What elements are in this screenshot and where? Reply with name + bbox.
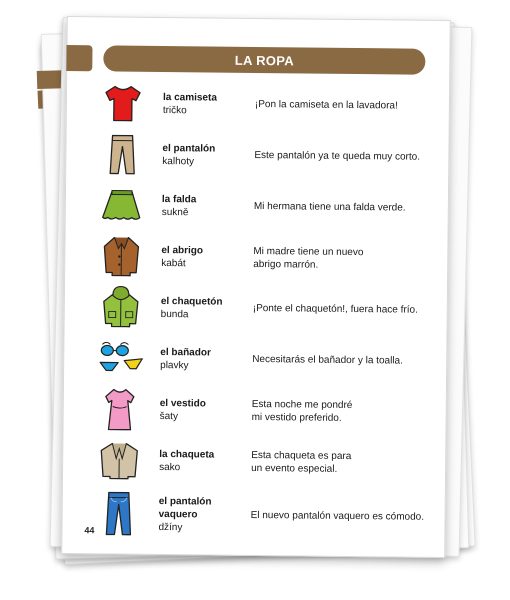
example-sentence (248, 397, 434, 425)
list-item (92, 485, 433, 545)
list-item (95, 230, 436, 285)
dress-icon (93, 385, 145, 434)
spanish-term: el abrigo (161, 244, 204, 256)
sentence-line: abrigo marrón. (253, 258, 319, 271)
list-item (94, 332, 435, 387)
spanish-term: el pantalón (162, 142, 216, 155)
example-sentence (249, 302, 435, 317)
blazer-icon (93, 436, 145, 485)
czech-translation: sukně (161, 206, 189, 218)
sentence-line: Este pantalón ya te queda muy corto. (254, 149, 421, 163)
czech-translation: tričko (162, 104, 187, 116)
sentence-line: El nuevo pantalón vaquero es cómodo. (250, 509, 425, 523)
list-item (96, 179, 437, 234)
sentence-line: mi vestido preferido. (251, 411, 342, 424)
spanish-term: la camiseta (162, 91, 217, 104)
spanish-term: la chaqueta (159, 448, 215, 461)
example-sentence (250, 200, 436, 215)
hooded-jacket-icon (95, 283, 147, 332)
vocabulary-list (92, 77, 437, 545)
sentence-line: Necesitarás el bañador y la toalla. (252, 353, 403, 367)
sentence-line: un evento especial. (251, 462, 338, 475)
czech-translation: džíny (158, 521, 183, 533)
sentence-line: Esta chaqueta es para (251, 449, 352, 462)
page-title: LA ROPA (103, 45, 425, 74)
sentence-line: ¡Ponte el chaquetón!, fuera hace frío. (252, 302, 418, 316)
jeans-icon (92, 489, 144, 538)
example-sentence (247, 508, 433, 523)
czech-translation: kalhoty (162, 155, 195, 167)
example-sentence (249, 244, 435, 272)
example-sentence (251, 98, 437, 113)
swimsuit-icon (94, 334, 146, 383)
sentence-line: ¡Pon la camiseta en la lavadora! (254, 98, 398, 112)
list-item (95, 281, 436, 336)
list-item (97, 77, 438, 132)
sentence-line: Mi hermana tiene una falda verde. (253, 200, 406, 214)
trousers-icon (96, 130, 148, 179)
tshirt-icon (97, 79, 149, 128)
czech-translation: bunda (160, 308, 189, 320)
page-number: 44 (84, 525, 95, 536)
czech-translation: šaty (159, 410, 179, 422)
example-sentence (247, 448, 433, 476)
spanish-term: el chaquetón (160, 295, 223, 308)
spanish-term: el vestido (159, 397, 206, 409)
coat-icon (95, 232, 147, 281)
spanish-term: el bañador (160, 346, 211, 359)
sentence-line: Esta noche me pondré (251, 398, 353, 411)
skirt-icon (96, 181, 148, 230)
page-tab (66, 45, 92, 71)
vocabulary-page (61, 16, 451, 558)
czech-translation: plavky (160, 359, 189, 371)
example-sentence (248, 353, 434, 368)
spanish-term: el pantalón vaquero (158, 495, 212, 520)
example-sentence (250, 149, 436, 164)
spanish-term: la falda (161, 193, 197, 205)
czech-translation: kabát (161, 257, 186, 269)
list-item (93, 434, 434, 489)
sentence-line: Mi madre tiene un nuevo (253, 245, 364, 258)
czech-translation: sako (159, 461, 181, 473)
list-item (96, 128, 437, 183)
list-item (93, 383, 434, 438)
